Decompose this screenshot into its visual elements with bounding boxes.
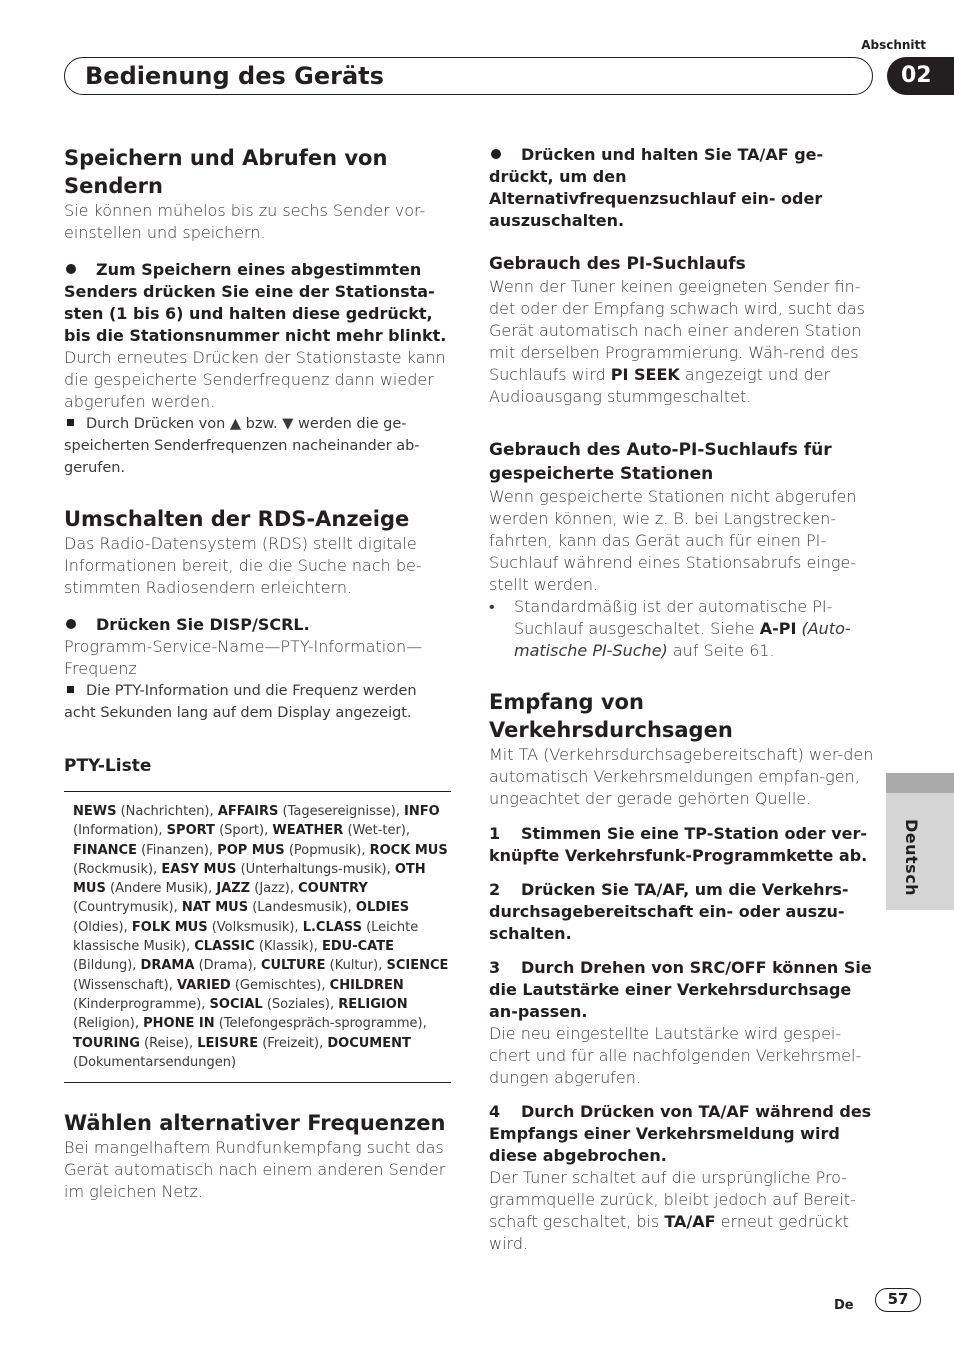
pty-item: SOCIAL (Soziales), <box>209 996 339 1012</box>
pty-item: RELIGION (Religion), <box>73 996 408 1032</box>
instruction-af: Drücken und halten Sie TA/AF ge-drückt, um den Alternativfrequenzsuchlauf ein- oder auszuschalten. <box>489 145 824 230</box>
note-auto-pi: • Standardmäßig ist der automatische PI-Suchlauf ausgeschaltet. Siehe A-PI (Auto-matische PI-Suche) auf Seite 61. <box>489 597 851 660</box>
heading-rds-display: Umschalten der RDS-Anzeige <box>64 507 410 531</box>
heading-pty-list: PTY-Liste <box>64 756 152 776</box>
pty-item: WEATHER (Wet-ter), <box>272 823 411 839</box>
pty-item: VARIED (Gemischtes), <box>176 977 330 993</box>
heading-traffic-announcements: Empfang von Verkehrsdurchsagen <box>489 690 733 742</box>
right-column <box>489 144 876 1255</box>
step-2: 2 Drücken Sie TA/AF, um die Verkehrs-durchsagebereitschaft ein- oder auszu-schalten. <box>489 880 849 943</box>
instruction-rds: Drücken Sie DISP/SCRL. <box>64 614 451 636</box>
step-4: 4 Durch Drücken von TA/AF während des Empfangs einer Verkehrsmeldung wird diese abgebrochen. <box>489 1102 872 1165</box>
pty-item: DRAMA (Drama), <box>140 958 261 974</box>
pty-item: EDU-CATE (Bildung), <box>73 939 394 974</box>
section-number-badge: 02 <box>887 57 954 95</box>
pty-item: FINANCE (Finanzen), <box>73 842 218 858</box>
pty-item: LEISURE (Freizeit), <box>197 1035 328 1051</box>
intro-storing: Sie können mühelos bis zu sechs Sender vor-einstellen und speichern. <box>64 201 426 242</box>
intro-alt-frequencies: Bei mangelhaftem Rundfunkempfang sucht das Gerät automatisch nach einem anderen Sender im gleichen Netz. <box>64 1138 446 1202</box>
page-title: Bedienung des Geräts <box>85 62 384 90</box>
language-side-tab <box>886 773 954 910</box>
section-label: Abschnitt <box>861 38 926 52</box>
heading-auto-pi: Gebrauch des Auto-PI-Suchlaufs für gespeicherte Stationen <box>489 440 832 484</box>
note-square-icon <box>67 419 74 426</box>
pty-item: CULTURE (Kultur), <box>260 958 387 974</box>
pty-item: CLASSIC (Klassik), <box>194 939 323 955</box>
intro-rds: Das Radio-Datensystem (RDS) stellt digitale Informationen bereit, die die Suche nach be-stimmten Radiosendern erleichtern. <box>64 534 422 597</box>
intro-traffic: Mit TA (Verkehrsdurchsagebereitschaft) wer-den automatisch Verkehrsmeldungen empfan-gen, ungeachtet der gerade gehörten Quelle. <box>489 745 874 808</box>
step-4-body: Der Tuner schaltet auf die ursprüngliche Pro-grammquelle zurück, bleibt jedoch auf Bereit-schaft geschaltet, bis TA/AF erneut gedrückt wird. <box>489 1168 856 1253</box>
body-storing: Durch erneutes Drücken der Stationstaste kann die gespeicherte Senderfrequenz dann wieder abgerufen werden. <box>64 348 446 411</box>
header-bar <box>64 57 873 95</box>
instruction-storing: Zum Speichern eines abgestimmten Senders drücken Sie eine der Stationsta-sten (1 bis 6) und halten diese gedrückt, bis die Stationsnummer nicht mehr blinkt. <box>64 260 447 345</box>
pty-item: FOLK MUS (Volksmusik), <box>131 919 303 935</box>
pty-item: L.CLASS (Leichte klassische Musik), <box>73 919 419 955</box>
note-storing: Durch Drücken von ▲ bzw. ▼ werden die ge-speicherten Senderfrequenzen nacheinander ab-gerufen. <box>64 416 420 476</box>
pty-item: SCIENCE (Wissenschaft), <box>73 958 449 993</box>
pty-item: AFFAIRS (Tagesereignisse), <box>217 804 405 819</box>
pty-item: NAT MUS (Landesmusik), <box>181 900 356 916</box>
pty-item: INFO (Information), <box>73 804 440 839</box>
pty-item: ROCK MUS (Rockmusik), <box>73 842 448 877</box>
pty-item: TOURING (Reise), <box>73 1035 198 1051</box>
page-number: 57 <box>875 1288 921 1312</box>
pty-item: OLDIES (Oldies), <box>73 900 410 935</box>
pty-item: POP MUS (Popmusik), <box>217 842 370 858</box>
body-rds: Programm-Service-Name—PTY-Information—Frequenz <box>64 637 423 678</box>
pty-item: EASY MUS (Unterhaltungs-musik), <box>161 861 395 877</box>
left-column <box>64 144 451 1203</box>
step-1: 1 Stimmen Sie eine TP-Station oder ver-knüpfte Verkehrsfunk-Programmkette ab. <box>489 824 868 865</box>
pty-item: SPORT (Sport), <box>166 823 273 839</box>
heading-pi-seek: Gebrauch des PI-Suchlaufs <box>489 254 746 274</box>
language-label: Deutsch <box>902 819 921 897</box>
pty-item: CHILDREN (Kinderprogramme), <box>73 977 404 1012</box>
note-rds: Die PTY-Information und die Frequenz werden acht Sekunden lang auf dem Display angezeigt. <box>64 683 417 721</box>
footer-language: De <box>834 1298 854 1313</box>
pty-item: OTH MUS (Andere Musik), <box>73 861 426 897</box>
heading-alt-frequencies: Wählen alternativer Frequenzen <box>64 1111 446 1136</box>
pty-item: NEWS (Nachrichten), <box>73 804 218 819</box>
note-square-icon <box>67 686 74 693</box>
bullet-icon <box>66 264 76 274</box>
step-3-body: Die neu eingestellte Lautstärke wird gespei-chert und für alle nachfolgenden Verkehrsmel-dungen abgerufen. <box>489 1024 862 1087</box>
heading-storing-stations: Speichern und Abrufen von Sendern <box>64 146 388 198</box>
pty-item: COUNTRY (Countrymusik), <box>73 881 368 916</box>
pty-list-box <box>64 791 451 1083</box>
bullet-icon <box>491 149 501 159</box>
pty-item: JAZZ (Jazz), <box>216 881 299 897</box>
step-3: 3 Durch Drehen von SRC/OFF können Sie die Lautstärke einer Verkehrsdurchsage an-passen. <box>489 958 872 1021</box>
pty-item: DOCUMENT (Dokumentarsendungen) <box>73 1035 411 1070</box>
body-auto-pi: Wenn gespeicherte Stationen nicht abgerufen werden können, wie z. B. bei Langstrecken-fahrten, kann das Gerät auch für einen PI-Suchlauf während eines Stationsabrufs einge-stellt werden. <box>489 487 857 594</box>
bullet-icon <box>66 619 76 629</box>
pty-item: PHONE IN (Telefongespräch-sprogramme), <box>143 1016 427 1032</box>
body-pi-seek: Wenn der Tuner keinen geeigneten Sender fin-det oder der Empfang schwach wird, sucht das Gerät automatisch nach einer anderen Station mit derselben Programmierung. Wäh-rend des Suchlaufs wird PI SEEK angezeigt und der Audioausgang stummgeschaltet. <box>489 277 866 406</box>
